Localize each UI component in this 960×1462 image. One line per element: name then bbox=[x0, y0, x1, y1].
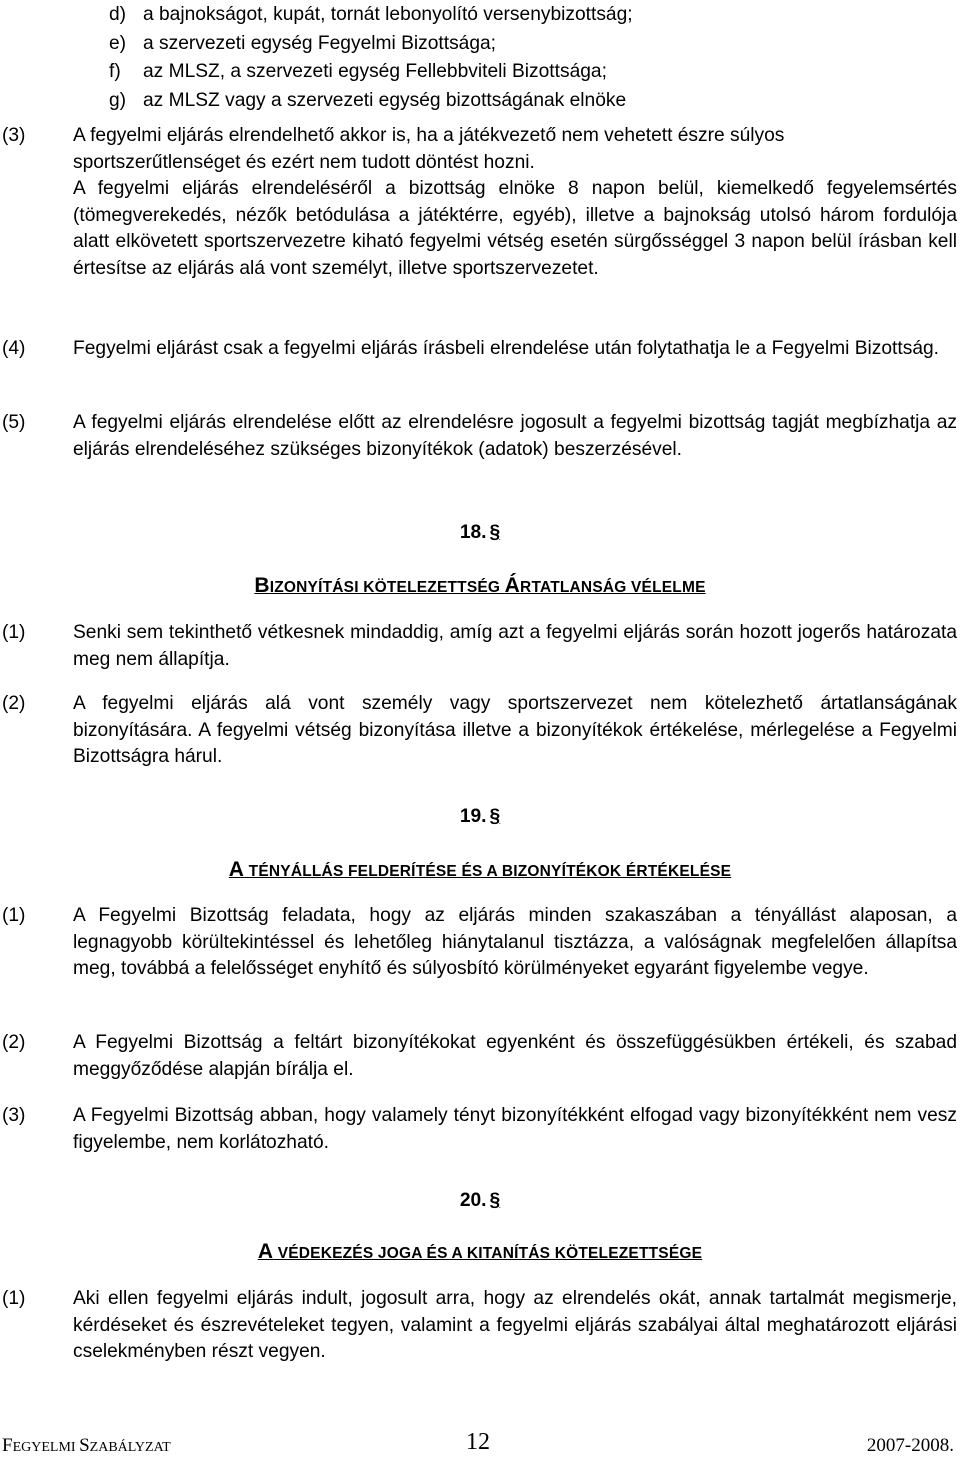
paragraph-text: A fegyelmi eljárás elrendelhető akkor is, ha a játékvezető nem vehetett észre súlyos sportszerűtlenséget és ezért nem tudott döntést hozni. bbox=[73, 125, 785, 173]
paragraph-number: (2) bbox=[2, 693, 26, 714]
paragraph-18-1 bbox=[2, 620, 957, 673]
paragraph-17-4 bbox=[2, 336, 957, 363]
enumerated-list bbox=[109, 1, 909, 116]
paragraph-text: A fegyelmi eljárás elrendeléséről a bizottság elnöke 8 napon belül, kiemelkedő fegyelemsértés (tömegverekedés, nézők betódulása a játéktérre, egyéb), illetve a bajnokság utolsó három fordulója alatt elkövetett sportszervezetre kiható fegyelmi vétség esetén sürgősséggel 3 napon belül írásban kell értesítse az eljárás alá vont személyt, illetve sportszervezetet. bbox=[73, 178, 957, 279]
section-sign: § bbox=[489, 806, 501, 827]
list-text: az MLSZ, a szervezeti egység Fellebbviteli Bizottsága; bbox=[143, 61, 607, 83]
paragraph-20-1 bbox=[2, 1286, 957, 1366]
page-footer bbox=[0, 1425, 960, 1459]
list-text: az MLSZ vagy a szervezeti egység bizottságának elnöke bbox=[143, 90, 627, 112]
paragraph-text: Senki sem tekinthető vétkesnek mindaddig, amíg azt a fegyelmi eljárás során hozott jogerős határozata meg nem állapítja. bbox=[73, 622, 957, 670]
paragraph-18-2 bbox=[2, 691, 957, 771]
paragraph-text: A Fegyelmi Bizottság feladata, hogy az eljárás minden szakaszában a tényállást alaposan, a legnagyobb körültekintéssel és lehetőleg hiánytalanul tisztázza, a valóságnak megfelelően állapítsa meg, továbbá a felelősséget enyhítő és súlyosbító körülményeket egyaránt figyelembe vegye. bbox=[73, 905, 957, 979]
paragraph-number: (1) bbox=[2, 905, 26, 926]
paragraph-text: A Fegyelmi Bizottság a feltárt bizonyítékokat egyenként és összefüggésükben értékeli, és szabad meggyőződése alapján bírálja el. bbox=[73, 1032, 957, 1080]
paragraph-text: A fegyelmi eljárás alá vont személy vagy sportszervezet nem kötelezhető ártatlanságának bizonyítására. A fegyelmi vétség bizonyítása illetve a bizonyítékok értékelése, mérlegelése a Fegyelmi Bizottságra hárul. bbox=[73, 693, 957, 767]
paragraph-number: (2) bbox=[2, 1032, 26, 1053]
list-letter: g) bbox=[109, 90, 127, 112]
paragraph-19-3 bbox=[2, 1103, 957, 1156]
list-letter: d) bbox=[109, 4, 127, 26]
section-title-20: A VÉDEKEZÉS JOGA ÉS A KITANÍTÁS KÖTELEZETTSÉGE bbox=[257, 1240, 703, 1263]
section-number: 18. bbox=[459, 522, 487, 543]
section-number-18 bbox=[0, 520, 960, 547]
section-number-20 bbox=[0, 1188, 960, 1215]
paragraph-text: A fegyelmi eljárás elrendelése előtt az elrendelésre jogosult a fegyelmi bizottság tagját megbízhatja az eljárás elrendeléséhez szükséges bizonyítékok (adatok) beszerzésével. bbox=[73, 412, 957, 460]
paragraph-number: (3) bbox=[2, 125, 26, 146]
section-number: 19. bbox=[459, 806, 487, 827]
paragraph-number: (3) bbox=[2, 1105, 26, 1126]
paragraph-19-2 bbox=[2, 1030, 957, 1083]
paragraph-19-1 bbox=[2, 903, 957, 983]
paragraph-number: (1) bbox=[2, 1288, 26, 1309]
paragraph-17-3 bbox=[2, 123, 957, 282]
section-sign: § bbox=[489, 1190, 501, 1211]
footer-page-number: 12 bbox=[466, 1429, 490, 1455]
list-item bbox=[109, 1, 909, 30]
paragraph-number: (1) bbox=[2, 622, 26, 643]
paragraph-number: (4) bbox=[2, 338, 26, 359]
paragraph-body bbox=[73, 123, 957, 282]
section-number-19 bbox=[0, 804, 960, 831]
paragraph-number: (5) bbox=[2, 412, 26, 433]
paragraph-text: A Fegyelmi Bizottság abban, hogy valamely tényt bizonyítékként elfogad vagy bizonyítékként nem vesz figyelembe, nem korlátozható. bbox=[73, 1105, 957, 1153]
list-text: a bajnokságot, kupát, tornát lebonyolító versenybizottság; bbox=[143, 4, 633, 26]
list-letter: f) bbox=[109, 61, 121, 83]
section-title-18: BIZONYÍTÁSI KÖTELEZETTSÉG ÁRTATLANSÁG VÉLELME bbox=[254, 574, 706, 597]
list-item bbox=[109, 58, 909, 87]
paragraph-text: Fegyelmi eljárást csak a fegyelmi eljárás írásbeli elrendelése után folytathatja le a Fegyelmi Bizottság. bbox=[73, 338, 939, 359]
paragraph-17-5 bbox=[2, 410, 957, 463]
section-number: 20. bbox=[459, 1190, 487, 1211]
paragraph-text: Aki ellen fegyelmi eljárás indult, jogosult arra, hogy az elrendelés okát, annak tartalmát megismerje, kérdéseket és észrevételeket tegyen, valamint a fegyelmi eljárás szabályai által meghatározott eljárási cselekményben részt vegyen. bbox=[73, 1288, 957, 1362]
list-letter: e) bbox=[109, 32, 127, 54]
list-item bbox=[109, 87, 909, 116]
section-title-19: A TÉNYÁLLÁS FELDERÍTÉSE ÉS A BIZONYÍTÉKOK ÉRTÉKELÉSE bbox=[228, 858, 732, 881]
list-item bbox=[109, 30, 909, 59]
footer-year: 2007-2008. bbox=[866, 1435, 954, 1456]
footer-document-title: FEGYELMI SZABÁLYZAT bbox=[2, 1435, 171, 1456]
list-text: a szervezeti egység Fegyelmi Bizottsága; bbox=[143, 32, 497, 54]
section-sign: § bbox=[489, 522, 501, 543]
